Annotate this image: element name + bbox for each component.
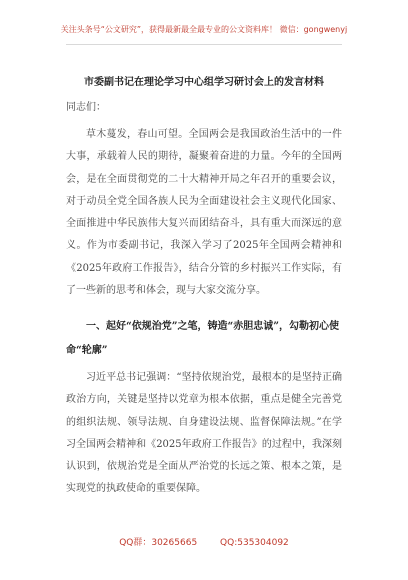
paragraph-2: 习近平总书记强调：“坚持依规治党，最根本的是坚持正确政治方向，关键是坚持以党章为根本依据，重点是健全完善党的组织法规、领导法规、自身建设法规、监督保障法规。”在学习全国两会精神和《2025年政府工作报告》的过程中，我深刻认识到，依规治党是全面从严治党的长远之策、根本之策，是实现党的执政使命的重要保障。 (66, 372, 342, 495)
section-heading-1: 一、起好“依规治党”之笔，铸造“赤胆忠诚”，勾勒初心使命“轮廓” (66, 321, 340, 356)
footer (0, 535, 408, 548)
document-title: 市委副书记在理论学习中心组学习研讨会上的发言材料 (84, 77, 324, 88)
footer-qq: QQ:535304092 (220, 538, 289, 548)
header-divider (66, 44, 342, 45)
greeting: 同志们： (66, 102, 106, 113)
paragraph-1: 草木蔓发，春山可望。全国两会是我国政治生活中的一件大事，承载着人民的期待，凝聚着奋进的力量。今年的全国两会，是在全面贯彻党的二十大精神开局之年召开的重要会议，对于动员全党全国各族人民为全面建设社会主义现代化国家、全面推进中华民族伟大复兴而团结奋斗，具有重大而深远的意义。作为市委副书记，我深入学习了2025年全国两会精神和《2025年政府工作报告》，结合分管的乡村振兴工作实际，有了一些新的思考和体会，现与大家交流分享。 (66, 129, 342, 297)
footer-qq-group: QQ群：30265665 (119, 538, 198, 548)
header-promo-text: 关注头条号“公文研究”，获得最新最全最专业的公文资料库！ 微信：gongwenyj (60, 25, 348, 34)
